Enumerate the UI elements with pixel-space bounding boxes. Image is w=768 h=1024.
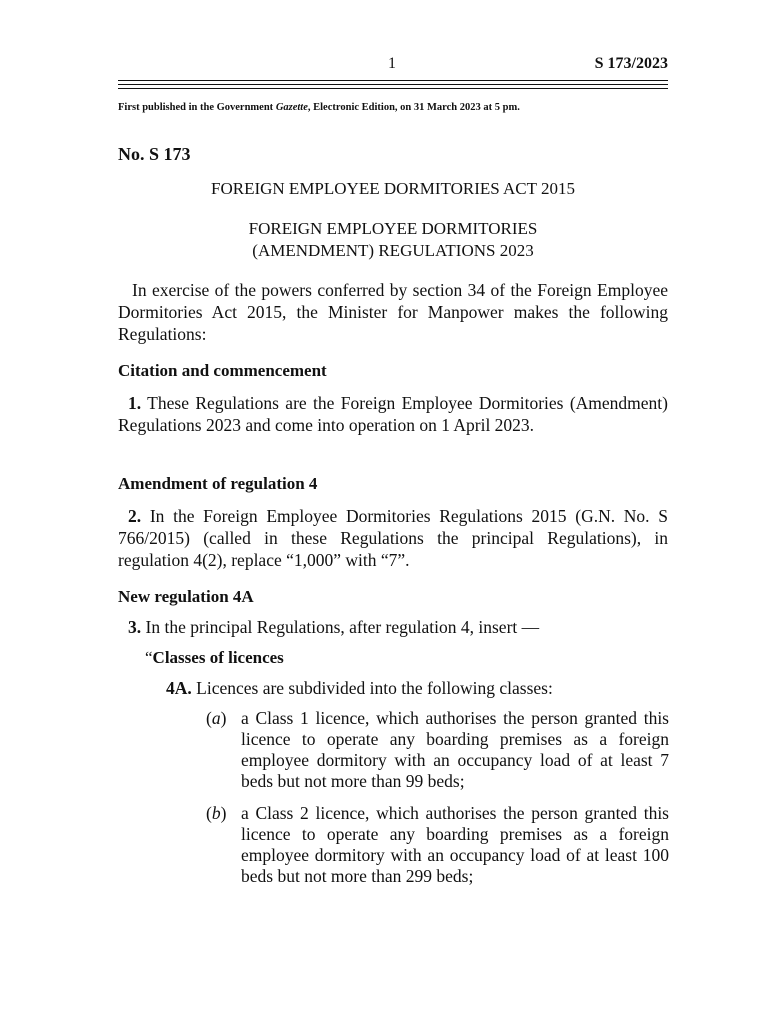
inserted-heading-text: Classes of licences — [152, 648, 284, 667]
section-paragraph — [118, 392, 668, 436]
section-text: In the Foreign Employee Dormitories Regulations 2015 (G.N. No. S 766/2015) (called in these Regulations the principal Regulations), in regulation 4(2), replace “1,000” with “7”. — [118, 506, 668, 570]
section-paragraph — [118, 505, 668, 571]
section-paragraph — [128, 617, 539, 638]
item-letter: b — [211, 803, 221, 823]
header-rule-bottom — [118, 88, 668, 89]
regulations-title-line-1: FOREIGN EMPLOYEE DORMITORIES — [248, 219, 538, 238]
regulation-4a — [166, 678, 553, 699]
page-number: 1 — [388, 55, 396, 72]
section-heading: Amendment of regulation 4 — [118, 474, 318, 493]
item-text: a Class 1 licence, which authorises the person granted this licence to operate any boarding premises as a foreign employee dormitory with an occupancy load of at least 7 beds but not more than 99 beds; — [241, 708, 669, 791]
publication-line — [118, 102, 520, 113]
section-text: In the principal Regulations, after regulation 4, insert — — [141, 617, 540, 637]
item-label: (a) — [206, 708, 227, 728]
open-quote: “ — [145, 648, 153, 667]
section-heading: New regulation 4A — [118, 587, 254, 606]
section-number: 1. — [128, 393, 142, 413]
item-text: a Class 2 licence, which authorises the person granted this licence to operate any boarding premises as a foreign employee dormitory with an occupancy load of at least 100 beds but not more than 299 beds; — [241, 803, 669, 886]
section-heading: Citation and commencement — [118, 361, 327, 380]
header-rule-top — [118, 80, 668, 81]
notice-number: No. S 173 — [118, 144, 191, 164]
publication-gazette: Gazette — [275, 102, 308, 113]
item-label: (b) — [206, 803, 227, 823]
regulation-text: Licences are subdivided into the following classes: — [191, 678, 553, 698]
regulation-number: 4A. — [166, 678, 192, 698]
publication-suffix: , Electronic Edition, on 31 March 2023 at 5 pm. — [307, 102, 520, 113]
header-rule-middle — [118, 84, 668, 85]
section-number: 2. — [128, 506, 142, 526]
enacting-formula: In exercise of the powers conferred by section 34 of the Foreign Employee Dormitories Act 2015, the Minister for Manpower makes the following Regulations: — [118, 280, 668, 344]
item-letter: a — [211, 708, 221, 728]
document-number: S 173/2023 — [594, 55, 668, 72]
inserted-heading — [145, 648, 284, 668]
regulations-title-line-2: (AMENDMENT) REGULATIONS 2023 — [252, 241, 534, 260]
publication-prefix: First published in the Government — [118, 102, 276, 113]
section-text: These Regulations are the Foreign Employee Dormitories (Amendment) Regulations 2023 and come into operation on 1 April 2023. — [118, 393, 668, 435]
section-number: 3. — [128, 617, 142, 637]
act-title: FOREIGN EMPLOYEE DORMITORIES ACT 2015 — [211, 179, 575, 198]
